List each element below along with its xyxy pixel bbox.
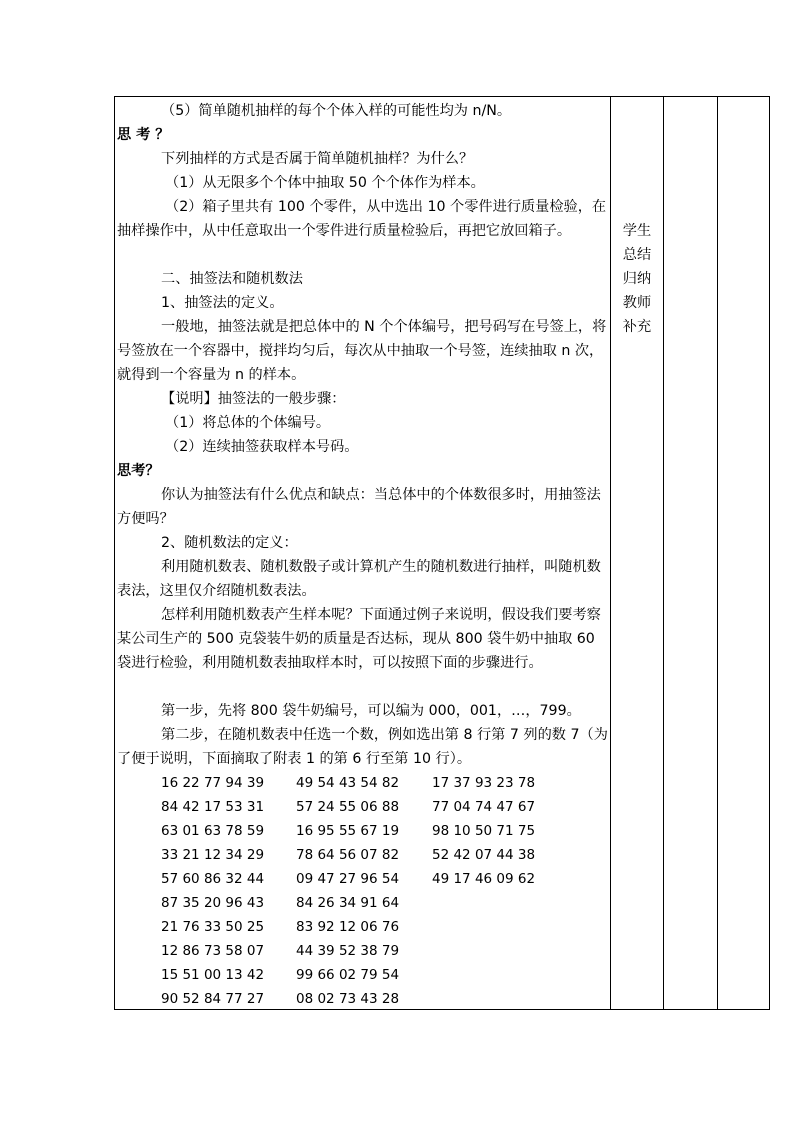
column-divider [610,97,611,1009]
text-line: （2）连续抽签获取样本号码。 [165,439,359,455]
random-row: 52 42 07 44 38 [432,847,536,863]
random-row: 98 10 50 71 75 [432,823,536,839]
side-note-line: 总结 [622,247,652,263]
text-line: （1）将总体的个体编号。 [165,415,331,431]
random-row: 84 26 34 91 64 [296,895,400,911]
random-row: 08 02 73 43 28 [296,991,400,1007]
side-note-line: 教师 [622,295,652,311]
side-note-line: 学生 [622,223,652,239]
text-line: （5）简单随机抽样的每个个体入样的可能性均为 n/N。 [161,103,512,119]
random-row: 57 60 86 32 44 [161,871,265,887]
random-row: 90 52 84 77 27 [161,991,265,1007]
paragraph: 你认为抽签法有什么优点和缺点：当总体中的个体数很多时，用抽签法方便吗？ [117,487,601,527]
text-line: 下列抽样的方式是否属于简单随机抽样？为什么？ [161,151,474,167]
random-row: 84 42 17 53 31 [161,799,265,815]
random-row: 77 04 74 47 67 [432,799,536,815]
random-row: 21 76 33 50 25 [161,919,265,935]
random-row: 87 35 20 96 43 [161,895,265,911]
text-line: 【说明】抽签法的一般步骤： [161,391,346,407]
random-row: 16 95 55 67 19 [296,823,400,839]
column-divider [663,97,664,1009]
random-row: 17 37 93 23 78 [432,775,536,791]
paragraph: 怎样利用随机数表产生样本呢？下面通过例子来说明，假设我们要考察某公司生产的 500 克袋装牛奶的质量是否达标，现从 800 袋牛奶中抽取 60 袋进行检验，利用随机数表抽取样本时，可以按照下面的步骤进行。 [117,607,601,671]
text-line: （1）从无限多个个体中抽取 50 个个体作为样本。 [165,175,485,191]
paragraph: 一般地，抽签法就是把总体中的 N 个个体编号，把号码写在号签上，将号签放在一个容器中，搅拌均匀后，每次从中抽取一个号签，连续抽取 n 次，就得到一个容量为 n 的样本。 [117,319,607,383]
lesson-table [114,96,770,1010]
random-row: 49 54 43 54 82 [296,775,400,791]
random-row: 78 64 56 07 82 [296,847,400,863]
random-row: 99 66 02 79 54 [296,967,400,983]
text-line: 二、抽签法和随机数法 [161,271,303,287]
side-note-line: 归纳 [622,271,652,287]
random-row: 63 01 63 78 59 [161,823,265,839]
random-row: 44 39 52 38 79 [296,943,400,959]
random-row: 57 24 55 06 88 [296,799,400,815]
random-number-column-2 [296,771,399,1011]
column-divider [717,97,718,1009]
random-row: 49 17 46 09 62 [432,871,536,887]
text-line: 2、随机数法的定义： [161,535,298,551]
random-number-table [117,771,609,1009]
paragraph: （2）箱子里共有 100 个零件，从中选出 10 个零件进行质量检验，在抽样操作中，从中任意取出一个零件进行质量检验后，再把它放回箱子。 [117,199,607,239]
random-row: 12 86 73 58 07 [161,943,265,959]
side-note-line: 补充 [622,319,652,335]
paragraph: 第二步，在随机数表中任选一个数，例如选出第 8 行第 7 列的数 7（为了便于说明，下面摘取了附表 1 的第 6 行至第 10 行）。 [117,727,608,767]
text-line: 第一步，先将 800 袋牛奶编号，可以编为 000，001，…，799。 [161,703,581,719]
section-heading: 思考？ [117,463,160,479]
random-number-column-1 [161,771,264,1011]
random-number-column-3 [432,771,535,891]
paragraph: 利用随机数表、随机数骰子或计算机产生的随机数进行抽样，叫随机数表法，这里仅介绍随机数表法。 [117,559,601,599]
side-note-cell [614,219,660,339]
random-row: 83 92 12 06 76 [296,919,400,935]
random-row: 16 22 77 94 39 [161,775,265,791]
section-heading: 思 考 ？ [117,127,170,143]
main-content-cell [117,97,609,1009]
random-row: 33 21 12 34 29 [161,847,265,863]
random-row: 09 47 27 96 54 [296,871,400,887]
random-row: 15 51 00 13 42 [161,967,265,983]
text-line: 1、抽签法的定义。 [161,295,284,311]
